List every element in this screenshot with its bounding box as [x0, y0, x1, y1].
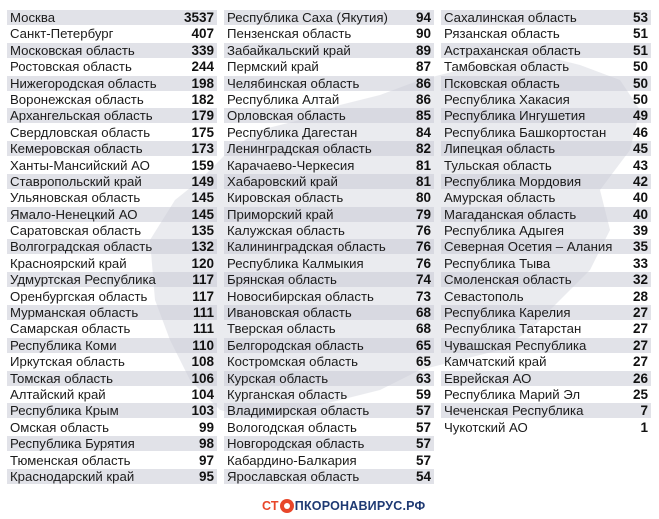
column-3 — [441, 9, 651, 435]
case-count: 175 — [191, 124, 214, 140]
region-name: Ростовская область — [10, 59, 132, 75]
region-name: Ямало-Ненецкий АО — [10, 206, 138, 222]
region-name: Белгородская область — [227, 337, 364, 353]
region-name: Республика Мордовия — [444, 173, 582, 189]
case-count: 73 — [415, 288, 431, 304]
region-name: Карачаево-Черкесия — [227, 157, 355, 173]
region-name: Хабаровский край — [227, 173, 338, 189]
table-row — [7, 42, 217, 58]
case-count: 79 — [415, 206, 431, 222]
table-row — [7, 337, 217, 353]
table-row — [224, 157, 434, 173]
region-name: Пензенская область — [227, 26, 352, 42]
table-row — [7, 353, 217, 369]
case-count: 81 — [415, 157, 431, 173]
table-row — [7, 271, 217, 287]
case-count: 82 — [415, 141, 431, 157]
region-name: Калужская область — [227, 223, 345, 239]
case-count: 86 — [415, 91, 431, 107]
region-name: Мурманская область — [10, 305, 139, 321]
region-name: Забайкальский край — [227, 42, 351, 58]
region-name: Алтайский край — [10, 386, 106, 402]
region-name: Нижегородская область — [10, 75, 157, 91]
region-name: Республика Калмыкия — [227, 255, 364, 271]
region-name: Челябинская область — [227, 75, 360, 91]
case-count: 117 — [192, 288, 214, 304]
case-count: 68 — [415, 321, 431, 337]
table-row — [224, 402, 434, 418]
table-row — [7, 370, 217, 386]
region-name: Сахалинская область — [444, 10, 577, 25]
case-count: 51 — [632, 26, 648, 42]
region-name: Удмуртская Республика — [10, 272, 156, 288]
column-2 — [224, 9, 434, 484]
region-name: Приморский край — [227, 206, 334, 222]
table-row — [224, 9, 434, 25]
region-name: Санкт-Петербург — [10, 26, 114, 42]
case-count: 7 — [640, 403, 648, 419]
case-count: 57 — [415, 452, 431, 468]
case-count: 57 — [415, 436, 431, 452]
table-row — [441, 25, 651, 41]
table-row — [7, 173, 217, 189]
table-row — [224, 255, 434, 271]
table-row — [441, 189, 651, 205]
case-count: 63 — [415, 370, 431, 386]
region-name: Архангельская область — [10, 108, 153, 124]
region-name: Республика Дагестан — [227, 124, 358, 140]
table-row — [7, 435, 217, 451]
case-count: 50 — [632, 75, 648, 91]
region-name: Республика Башкортостан — [444, 124, 607, 140]
region-name: Республика Тыва — [444, 255, 551, 271]
table-row — [441, 124, 651, 140]
table-row — [224, 386, 434, 402]
table-row — [441, 337, 651, 353]
region-name: Рязанская область — [444, 26, 560, 42]
region-name: Магаданская область — [444, 206, 577, 222]
table-row — [441, 75, 651, 91]
region-name: Кабардино-Балкария — [227, 452, 357, 468]
case-count: 132 — [191, 239, 214, 255]
region-name: Калининградская область — [227, 239, 386, 255]
region-name: Курская область — [227, 370, 329, 386]
case-count: 108 — [191, 354, 214, 370]
table-row — [441, 255, 651, 271]
region-name: Новосибирская область — [227, 288, 374, 304]
table-row — [224, 173, 434, 189]
case-count: 244 — [191, 59, 214, 75]
region-name: Иркутская область — [10, 354, 125, 370]
region-name: Севастополь — [444, 288, 524, 304]
table-row — [224, 304, 434, 320]
case-count: 40 — [632, 190, 648, 206]
table-row — [224, 206, 434, 222]
table-row — [224, 353, 434, 369]
region-name: Оренбургская область — [10, 288, 148, 304]
table-row — [441, 157, 651, 173]
case-count: 76 — [415, 223, 431, 239]
case-count: 51 — [632, 42, 648, 58]
table-row — [224, 42, 434, 58]
case-count: 145 — [191, 190, 214, 206]
table-row — [224, 140, 434, 156]
case-count: 99 — [198, 419, 214, 435]
table-row — [441, 402, 651, 418]
case-count: 42 — [632, 173, 648, 189]
table-row — [7, 255, 217, 271]
region-name: Самарская область — [10, 321, 131, 337]
case-count: 94 — [415, 10, 431, 25]
case-count: 104 — [191, 386, 214, 402]
case-count: 111 — [192, 305, 214, 321]
table-row — [224, 288, 434, 304]
region-name: Республика Саха (Якутия) — [227, 10, 388, 25]
region-name: Саратовская область — [10, 223, 142, 239]
region-name: Новгородская область — [227, 436, 365, 452]
table-row — [224, 370, 434, 386]
region-name: Краснодарский край — [10, 468, 135, 484]
region-name: Республика Алтай — [227, 91, 340, 107]
region-name: Московская область — [10, 42, 135, 58]
table-row — [224, 435, 434, 451]
case-count: 68 — [415, 305, 431, 321]
table-row — [441, 304, 651, 320]
table-row — [441, 238, 651, 254]
case-count: 159 — [191, 157, 214, 173]
table-row — [7, 238, 217, 254]
table-row — [224, 124, 434, 140]
table-row — [441, 271, 651, 287]
case-count: 46 — [632, 124, 648, 140]
table-row — [7, 75, 217, 91]
region-name: Республика Адыгея — [444, 223, 565, 239]
case-count: 81 — [415, 173, 431, 189]
case-count: 28 — [632, 288, 648, 304]
table-row — [441, 107, 651, 123]
case-count: 173 — [191, 141, 214, 157]
case-count: 59 — [415, 386, 431, 402]
region-name: Брянская область — [227, 272, 337, 288]
table-row — [7, 288, 217, 304]
region-name: Ивановская область — [227, 305, 352, 321]
case-count: 97 — [198, 452, 214, 468]
table-row — [441, 173, 651, 189]
stop-virus-logo-icon — [280, 499, 294, 513]
region-name: Красноярский край — [10, 255, 127, 271]
case-count: 106 — [191, 370, 214, 386]
table-row — [7, 9, 217, 25]
region-name: Псковская область — [444, 75, 560, 91]
case-count: 90 — [415, 26, 431, 42]
case-count: 145 — [191, 206, 214, 222]
case-count: 80 — [415, 190, 431, 206]
table-row — [224, 91, 434, 107]
case-count: 179 — [191, 108, 214, 124]
table-row — [224, 320, 434, 336]
case-count: 84 — [415, 124, 431, 140]
table-row — [224, 75, 434, 91]
table-row — [441, 222, 651, 238]
case-count: 53 — [632, 10, 648, 25]
table-row — [7, 222, 217, 238]
case-count: 65 — [415, 337, 431, 353]
case-count: 407 — [191, 26, 214, 42]
table-row — [441, 9, 651, 25]
table-row — [7, 452, 217, 468]
region-name: Ханты-Мансийский АО — [10, 157, 150, 173]
table-row — [441, 206, 651, 222]
case-count: 87 — [415, 59, 431, 75]
case-count: 103 — [191, 403, 214, 419]
table-row — [7, 157, 217, 173]
table-row — [441, 353, 651, 369]
table-row — [7, 206, 217, 222]
region-name: Чеченская Республика — [444, 403, 584, 419]
table-row — [441, 370, 651, 386]
table-row — [7, 58, 217, 74]
region-name: Воронежская область — [10, 91, 144, 107]
case-count: 182 — [191, 91, 214, 107]
table-row — [7, 468, 217, 484]
case-count: 45 — [632, 141, 648, 157]
case-count: 35 — [632, 239, 648, 255]
case-count: 25 — [632, 386, 648, 402]
column-1 — [7, 9, 217, 484]
case-count: 27 — [632, 354, 648, 370]
table-row — [441, 320, 651, 336]
case-count: 111 — [192, 321, 214, 337]
case-count: 76 — [415, 239, 431, 255]
table-row — [224, 25, 434, 41]
footer-brand-part2: ПКОРОНАВИРУС.РФ — [294, 499, 426, 513]
region-name: Смоленская область — [444, 272, 572, 288]
case-count: 98 — [198, 436, 214, 452]
region-name: Республика Бурятия — [10, 436, 135, 452]
table-row — [7, 25, 217, 41]
region-name: Кировская область — [227, 190, 344, 206]
table-row — [7, 91, 217, 107]
table-row — [441, 58, 651, 74]
region-name: Тверская область — [227, 321, 336, 337]
region-name: Липецкая область — [444, 141, 556, 157]
region-name: Северная Осетия – Алания — [444, 239, 613, 255]
case-count: 39 — [632, 223, 648, 239]
region-name: Камчатский край — [444, 354, 547, 370]
region-name: Москва — [10, 10, 56, 25]
case-count: 149 — [191, 173, 214, 189]
table-row — [441, 386, 651, 402]
table-row — [7, 124, 217, 140]
case-count: 3537 — [183, 10, 214, 25]
table-row — [7, 140, 217, 156]
table-row — [224, 419, 434, 435]
region-name: Республика Карелия — [444, 305, 571, 321]
case-count: 198 — [191, 75, 214, 91]
case-count: 32 — [632, 272, 648, 288]
table-row — [7, 320, 217, 336]
case-count: 135 — [191, 223, 214, 239]
region-name: Ленинградская область — [227, 141, 372, 157]
case-count: 110 — [192, 337, 214, 353]
table-row — [7, 304, 217, 320]
region-name: Пермский край — [227, 59, 319, 75]
case-count: 65 — [415, 354, 431, 370]
region-name: Ставропольский край — [10, 173, 142, 189]
table-row — [7, 386, 217, 402]
region-name: Еврейская АО — [444, 370, 532, 386]
case-count: 339 — [191, 42, 214, 58]
case-count: 33 — [632, 255, 648, 271]
region-name: Амурская область — [444, 190, 556, 206]
case-count: 50 — [632, 59, 648, 75]
case-count: 95 — [198, 468, 214, 484]
region-name: Ульяновская область — [10, 190, 141, 206]
table-row — [441, 140, 651, 156]
table-row — [224, 222, 434, 238]
case-count: 27 — [632, 305, 648, 321]
case-count: 54 — [415, 468, 431, 484]
table-row — [441, 419, 651, 435]
footer-brand-part1: СТ — [262, 499, 279, 513]
region-name: Чувашская Республика — [444, 337, 587, 353]
table-row — [7, 107, 217, 123]
case-count: 57 — [415, 403, 431, 419]
footer-logo — [262, 496, 425, 516]
region-name: Орловская область — [227, 108, 346, 124]
region-name: Тюменская область — [10, 452, 131, 468]
table-row — [7, 419, 217, 435]
region-name: Республика Хакасия — [444, 91, 570, 107]
region-name: Тамбовская область — [444, 59, 570, 75]
case-count: 40 — [632, 206, 648, 222]
case-count: 27 — [632, 321, 648, 337]
region-name: Республика Коми — [10, 337, 117, 353]
case-count: 120 — [191, 255, 214, 271]
table-row — [7, 189, 217, 205]
region-name: Чукотский АО — [444, 419, 528, 435]
region-name: Астраханская область — [444, 42, 581, 58]
case-count: 43 — [632, 157, 648, 173]
case-count: 74 — [415, 272, 431, 288]
region-name: Томская область — [10, 370, 114, 386]
case-count: 50 — [632, 91, 648, 107]
region-name: Вологодская область — [227, 419, 357, 435]
table-row — [224, 107, 434, 123]
table-row — [441, 91, 651, 107]
case-count: 89 — [415, 42, 431, 58]
table-row — [224, 189, 434, 205]
region-name: Ярославская область — [227, 468, 360, 484]
region-name: Омская область — [10, 419, 109, 435]
region-name: Республика Крым — [10, 403, 119, 419]
case-count: 1 — [640, 419, 648, 435]
table-row — [441, 42, 651, 58]
table-row — [7, 402, 217, 418]
table-row — [224, 271, 434, 287]
case-count: 27 — [632, 337, 648, 353]
table-row — [224, 238, 434, 254]
case-count: 117 — [192, 272, 214, 288]
region-name: Кемеровская область — [10, 141, 143, 157]
case-count: 85 — [415, 108, 431, 124]
case-count: 49 — [632, 108, 648, 124]
region-name: Владимирская область — [227, 403, 370, 419]
table-row — [441, 288, 651, 304]
table-row — [224, 468, 434, 484]
table-row — [224, 58, 434, 74]
region-name: Костромская область — [227, 354, 359, 370]
case-count: 26 — [632, 370, 648, 386]
case-count: 86 — [415, 75, 431, 91]
region-name: Республика Татарстан — [444, 321, 582, 337]
case-count: 57 — [415, 419, 431, 435]
region-name: Волгоградская область — [10, 239, 153, 255]
region-name: Свердловская область — [10, 124, 151, 140]
region-name: Республика Марий Эл — [444, 386, 581, 402]
region-name: Курганская область — [227, 386, 348, 402]
region-name: Республика Ингушетия — [444, 108, 586, 124]
region-name: Тульская область — [444, 157, 552, 173]
case-count: 76 — [415, 255, 431, 271]
table-row — [224, 337, 434, 353]
table-row — [224, 452, 434, 468]
